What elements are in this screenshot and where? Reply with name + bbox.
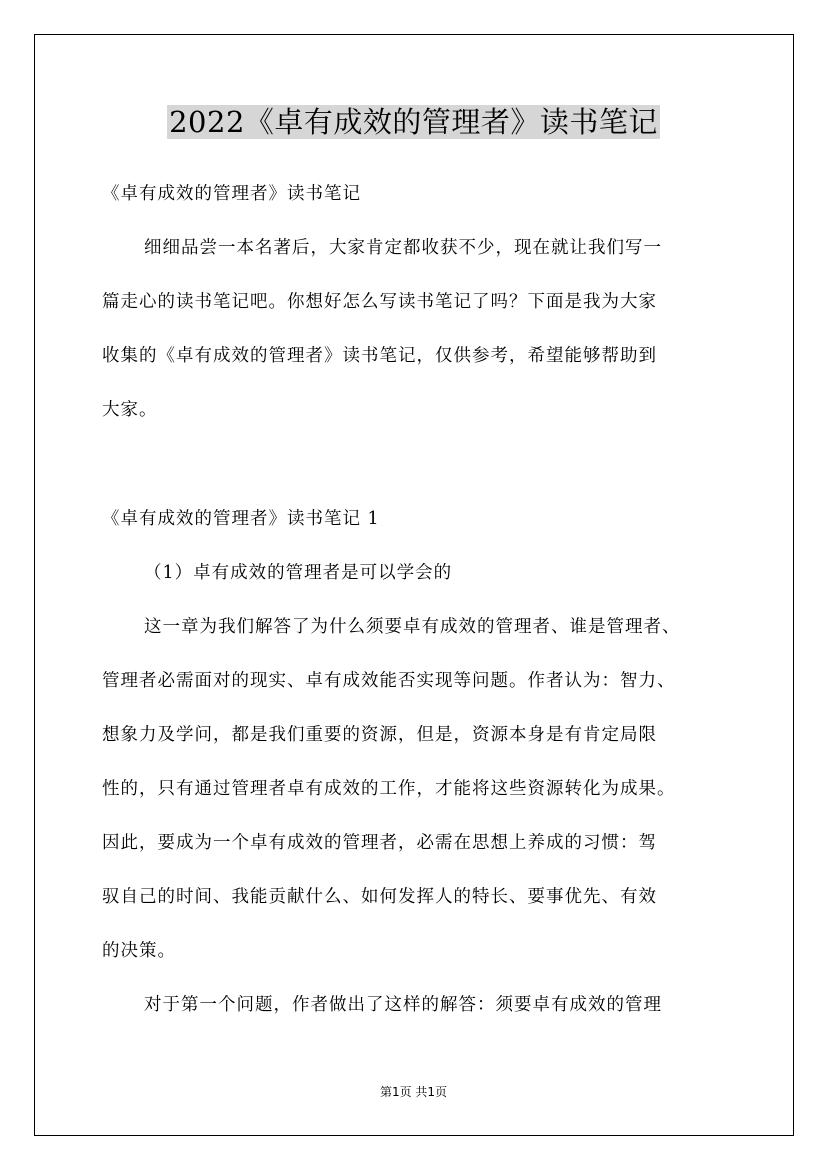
- subtitle-line: 《卓有成效的管理者》读书笔记: [102, 184, 361, 204]
- paragraph-line: 性的，只有通过管理者卓有成效的工作，才能将这些资源转化为成果。: [102, 779, 676, 799]
- subsection-heading: （1）卓有成效的管理者是可以学会的: [144, 563, 453, 583]
- paragraph-line: 管理者必需面对的现实、卓有成效能否实现等问题。作者认为：智力、: [102, 671, 676, 691]
- paragraph-line: 大家。: [102, 400, 158, 420]
- paragraph-line: 细细品尝一本名著后，大家肯定都收获不少，现在就让我们写一: [144, 238, 662, 258]
- paragraph-line: 对于第一个问题，作者做出了这样的解答：须要卓有成效的管理: [144, 995, 662, 1015]
- section-heading: 《卓有成效的管理者》读书笔记 1: [102, 509, 380, 529]
- paragraph-line: 因此，要成为一个卓有成效的管理者，必需在思想上养成的习惯：驾: [102, 833, 657, 853]
- paragraph-line: 篇走心的读书笔记吧。你想好怎么写读书笔记了吗？下面是我为大家: [102, 292, 657, 312]
- document-title: [0, 96, 827, 148]
- paragraph-line: 的决策。: [102, 941, 176, 961]
- paragraph-line: 想象力及学问，都是我们重要的资源，但是，资源本身是有肯定局限: [102, 725, 657, 745]
- document-title-text: 2022《卓有成效的管理者》读书笔记: [169, 105, 658, 139]
- paragraph-line: 这一章为我们解答了为什么须要卓有成效的管理者、谁是管理者、: [144, 617, 681, 637]
- paragraph-line: 收集的《卓有成效的管理者》读书笔记，仅供参考，希望能够帮助到: [102, 346, 657, 366]
- paragraph-line: 驭自己的时间、我能贡献什么、如何发挥人的特长、要事优先、有效: [102, 887, 657, 907]
- page-footer: 第1页 共1页: [379, 1085, 448, 1099]
